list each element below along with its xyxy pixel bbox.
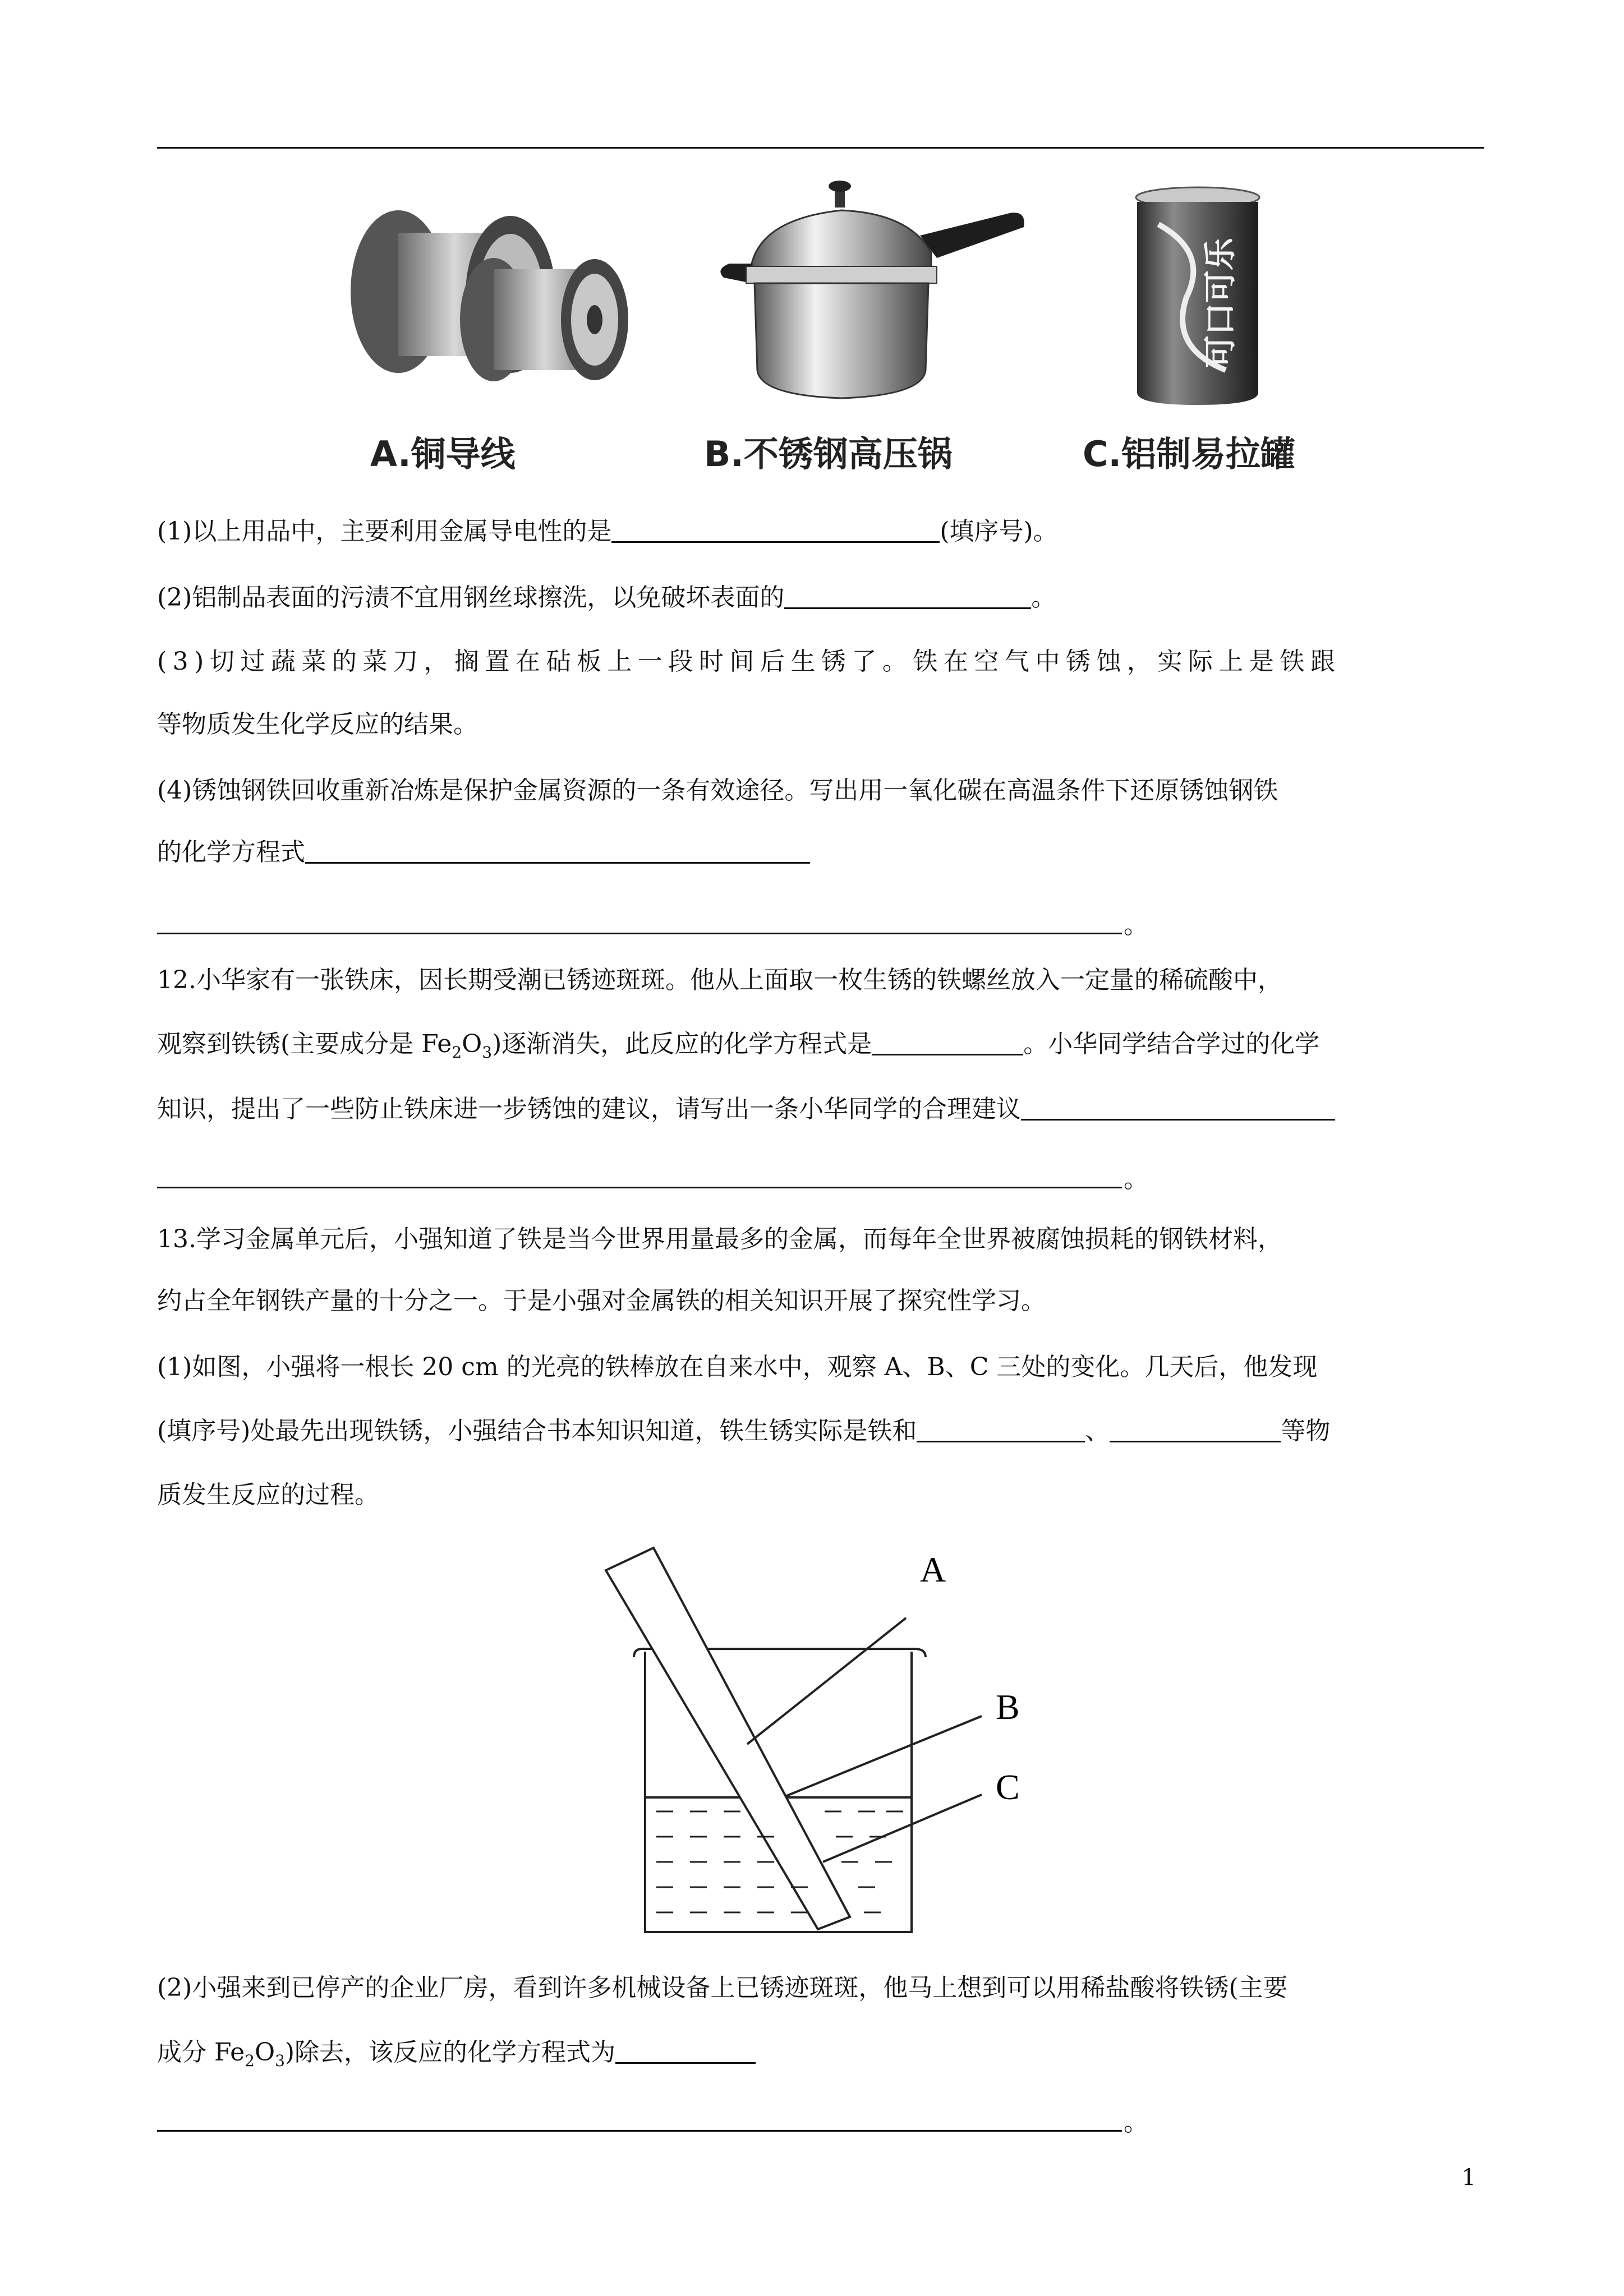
q11-part3-line1: (3)切过蔬菜的菜刀，搁置在砧板上一段时间后生锈了。铁在空气中锈蚀，实际上是铁跟 — [157, 647, 1341, 676]
answer-blank[interactable] — [615, 2037, 756, 2064]
q13-part2-line1: (2)小强来到已停产的企业厂房，看到许多机械设备上已锈迹斑斑，他马上想到可以用稀盐酸将铁锈(主要 — [157, 1974, 1288, 2002]
q12-line1: 12.小华家有一张铁床，因长期受潮已锈迹斑斑。他从上面取一枚生锈的铁螺丝放入一定量的稀硫酸中， — [157, 966, 1282, 994]
answer-blank[interactable] — [305, 837, 810, 864]
answer-line[interactable] — [157, 933, 1122, 934]
beaker-diagram — [595, 1537, 1043, 1940]
q11-part4-line1: (4)锈蚀钢铁回收重新冶炼是保护金属资源的一条有效途径。写出用一氧化碳在高温条件下还原锈蚀钢铁 — [157, 776, 1278, 805]
q13-part1-line1: (1)如图，小强将一根长 20 cm 的光亮的铁棒放在自来水中，观察 A、B、C 三处的变化。几天后，他发现 — [157, 1353, 1318, 1381]
answer-blank[interactable] — [1110, 1416, 1281, 1442]
q12-line2: 观察到铁锈(主要成分是 $Fe_2O_3$)逐渐消失，此反应的化学方程式是 。小华同学结合学过的化学 — [157, 1030, 1320, 1062]
answer-line[interactable] — [157, 2130, 1122, 2132]
page-number: 1 — [1461, 2165, 1476, 2191]
caption-b: B.不锈钢高压锅 — [704, 434, 953, 474]
q11-end-mark: 。 — [1124, 911, 1148, 939]
copper-wire-image — [325, 208, 640, 393]
answer-blank[interactable] — [611, 517, 940, 543]
label-b: B — [996, 1687, 1020, 1727]
q11-part4-line2: 的化学方程式 — [157, 836, 810, 869]
label-a: A — [920, 1550, 946, 1589]
q11-part1: (1)以上用品中，主要利用金属导电性的是 (填序号)。 — [157, 517, 1058, 546]
label-c: C — [996, 1767, 1020, 1807]
pressure-cooker-icon — [712, 179, 1027, 404]
beaker-iron-rod-diagram — [595, 1537, 1043, 1940]
caption-c: C.铝制易拉罐 — [1083, 434, 1296, 474]
q13-part2-line2: 成分 $Fe_2O_3$)除去，该反应的化学方程式为 — [157, 2036, 756, 2078]
answer-blank[interactable] — [784, 583, 1031, 609]
q12-end-mark: 。 — [1124, 1165, 1148, 1193]
q13-end-mark: 。 — [1124, 2108, 1148, 2137]
q13-line1: 13.学习金属单元后，小强知道了铁是当今世界用量最多的金属，而每年全世界被腐蚀损耗的钢铁材料， — [157, 1225, 1282, 1253]
answer-blank[interactable] — [872, 1029, 1023, 1055]
caption-a: A.铜导线 — [370, 434, 516, 474]
q12-line3: 知识，提出了一些防止铁床进一步锈蚀的建议，请写出一条小华同学的合理建议 — [157, 1092, 1335, 1126]
soda-can-icon — [1125, 185, 1271, 409]
aluminium-can-image — [1125, 185, 1271, 409]
q13-part1-line3: 质发生反应的过程。 — [157, 1481, 379, 1509]
q13-part1-line2: (填序号)处最先出现铁锈，小强结合书本知识知道，铁生锈实际是铁和 、 等物 — [157, 1417, 1331, 1445]
pressure-cooker-image — [712, 179, 1027, 404]
header-rule — [157, 147, 1484, 149]
answer-line[interactable] — [157, 1187, 1122, 1188]
q13-line2: 约占全年钢铁产量的十分之一。于是小强对金属铁的相关知识开展了探究性学习。 — [157, 1287, 1046, 1315]
can-logo-text: 可口可乐 — [1201, 237, 1239, 368]
q11-part2: (2)铝制品表面的污渍不宜用钢丝球擦洗，以免破坏表面的 。 — [157, 583, 1056, 612]
answer-blank[interactable] — [917, 1416, 1085, 1442]
wire-spool-icon — [325, 208, 640, 393]
q11-part3-line2: 等物质发生化学反应的结果。 — [157, 710, 478, 739]
answer-blank[interactable] — [1021, 1094, 1335, 1121]
